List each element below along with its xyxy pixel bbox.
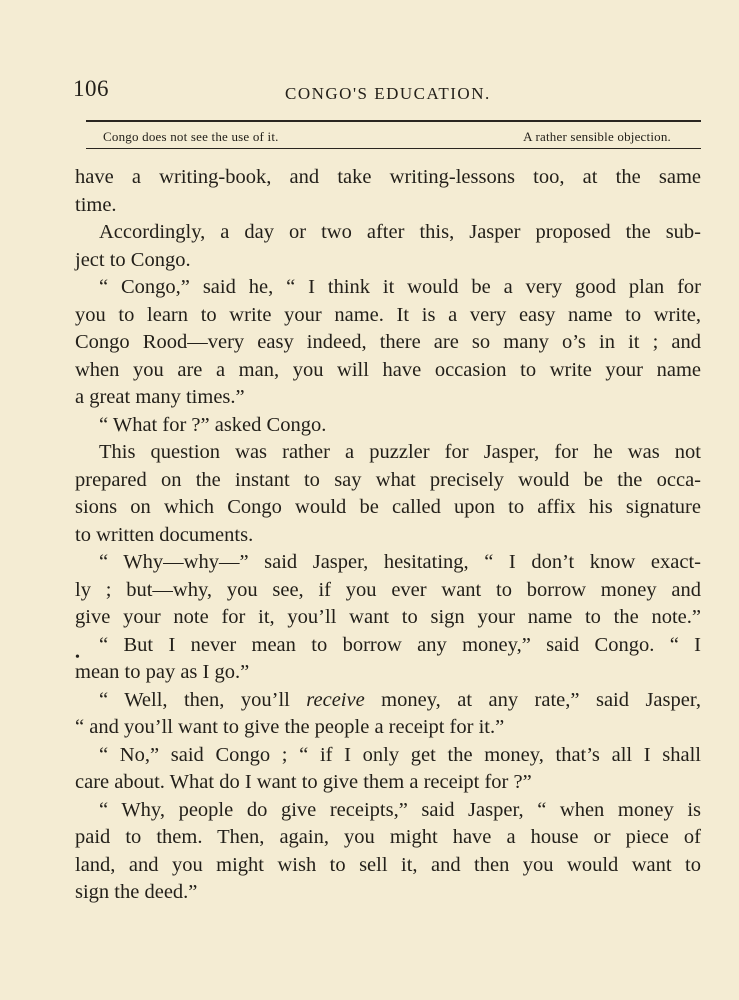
text-line: ly ; but—why, you see, if you ever want to borrow money and bbox=[75, 578, 701, 601]
text-line: “ But I never mean to borrow any money,” said Congo. “ I bbox=[99, 633, 701, 656]
text-line: land, and you might wish to sell it, and then you would want to bbox=[75, 853, 701, 876]
text-line: mean to pay as I go.” bbox=[75, 661, 250, 683]
text-line: ject to Congo. bbox=[75, 248, 191, 271]
text-line: “ Congo,” said he, “ I think it would be a very good plan for bbox=[99, 276, 701, 298]
text-line: “ and you’ll want to give the people a receipt for it.” bbox=[75, 716, 505, 738]
text-line: to written documents. bbox=[75, 523, 254, 546]
text-line: sions on which Congo would be called upon to affix his signature bbox=[75, 496, 701, 518]
sidenote-left: Congo does not see the use of it. bbox=[103, 129, 279, 144]
body-text bbox=[75, 164, 701, 907]
text-line: have a writing-book, and take writing-lessons too, at the same bbox=[75, 166, 701, 188]
text-line: care about. What do I want to give them a receipt for ?” bbox=[75, 771, 532, 793]
text-fragment: “ Well, then, you’ll bbox=[99, 688, 307, 711]
text-line: “ No,” said Congo ; “ if I only get the money, that’s all I shall bbox=[99, 743, 701, 766]
stray-mark: • bbox=[75, 650, 80, 665]
text-line: This question was rather a puzzler for Jasper, for he was not bbox=[99, 441, 701, 463]
running-title: CONGO'S EDUCATION. bbox=[285, 84, 491, 103]
text-line: sign the deed.” bbox=[75, 881, 198, 903]
text-line: give your note for it, you’ll want to sign your name to the note.” bbox=[75, 606, 701, 628]
italic-word: receive bbox=[306, 688, 365, 711]
text-line: a great many times.” bbox=[75, 386, 245, 408]
text-line: prepared on the instant to say what precisely would be the occa- bbox=[75, 468, 701, 491]
text-line: paid to them. Then, again, you might have a house or piece of bbox=[75, 826, 701, 848]
sidenote-right: A rather sensible objection. bbox=[523, 129, 671, 144]
header-rule-bottom bbox=[86, 148, 701, 149]
page-number: 106 bbox=[73, 76, 109, 101]
text-line: you to learn to write your name. It is a very easy name to write, bbox=[75, 303, 701, 326]
text-line: Accordingly, a day or two after this, Jasper proposed the sub- bbox=[99, 221, 701, 243]
text-fragment: money, at any rate,” said Jasper, bbox=[364, 688, 701, 711]
text-line: “ Why, people do give receipts,” said Jasper, “ when money is bbox=[99, 798, 701, 821]
header-rule-top bbox=[86, 120, 701, 122]
text-line: Congo Rood—very easy indeed, there are so many o’s in it ; and bbox=[75, 331, 701, 353]
text-line: time. bbox=[75, 193, 117, 216]
text-line bbox=[75, 687, 701, 715]
text-line: when you are a man, you will have occasion to write your name bbox=[75, 358, 701, 381]
text-line: “ Why—why—” said Jasper, hesitating, “ I don’t know exact- bbox=[99, 551, 701, 573]
text-line: “ What for ?” asked Congo. bbox=[99, 413, 327, 436]
